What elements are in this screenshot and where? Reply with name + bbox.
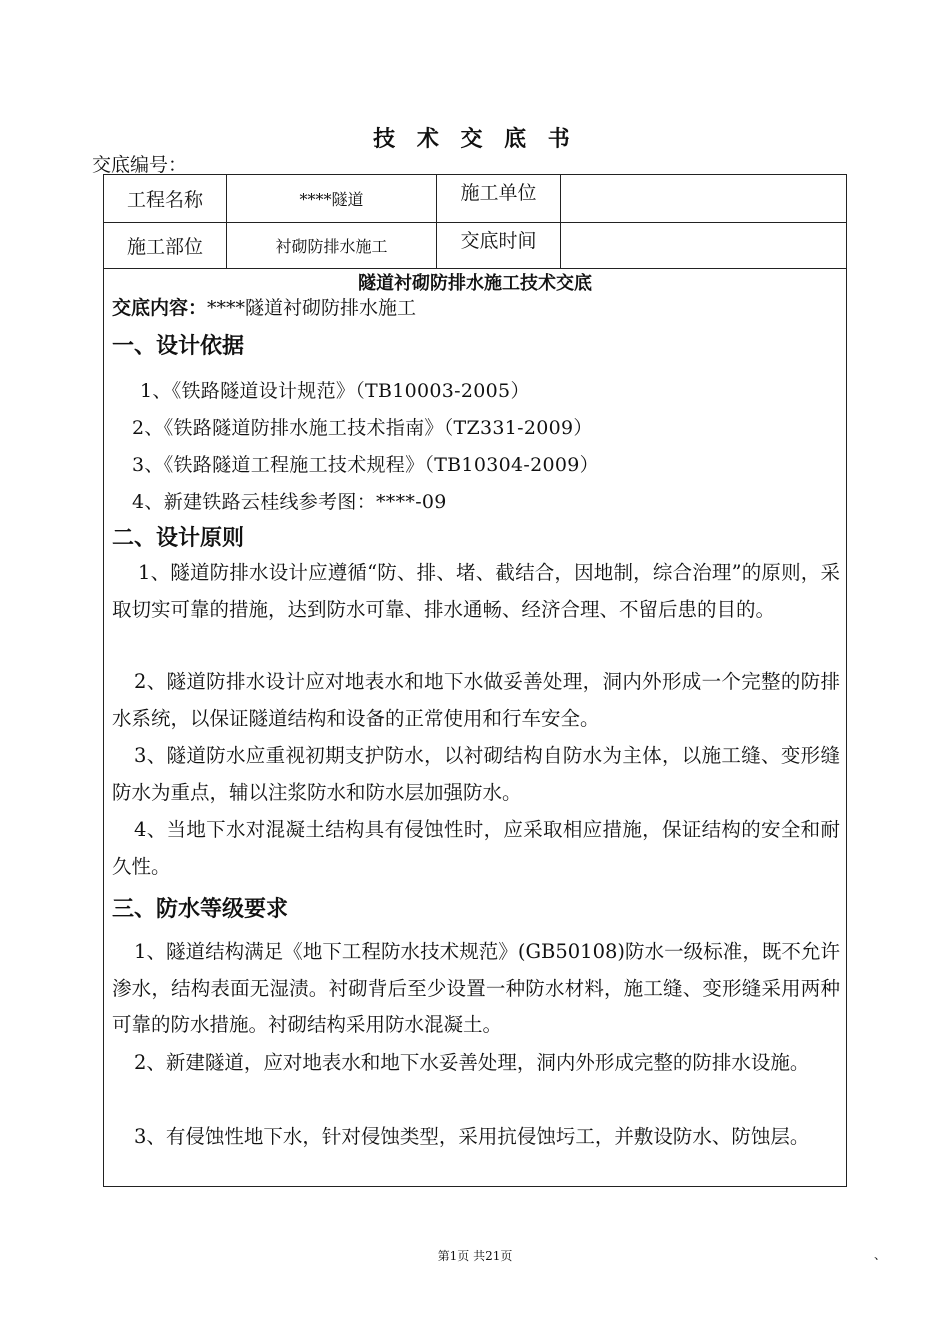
content-line bbox=[112, 293, 416, 320]
construction-unit-label: 施工单位 bbox=[460, 182, 537, 204]
grade-paragraph: 2、新建隧道，应对地表水和地下水妥善处理，洞内外形成完整的防排水设施。 bbox=[134, 1051, 810, 1074]
principle-heading: 二、设计原则 bbox=[112, 526, 245, 551]
content-label: 交底内容： bbox=[112, 297, 208, 319]
basis-heading: 一、设计依据 bbox=[112, 334, 245, 359]
grade-heading: 三、防水等级要求 bbox=[112, 897, 289, 922]
grade-paragraph: 1、隧道结构满足《地下工程防水技术规范》(GB50108)防水一级标准，既不允许渗水，结构表面无湿渍。衬砌背后至少设置一种防水材料，施工缝、变形缝采用两种可靠的防水措施。衬砌结构采用防水混凝土。 bbox=[112, 940, 840, 1036]
page-footer: 第1页 共21页 bbox=[437, 1249, 513, 1263]
construction-part-label: 施工部位 bbox=[126, 236, 203, 258]
principle-paragraph: 4、当地下水对混凝土结构具有侵蚀性时，应采取相应措施，保证结构的安全和耐久性。 bbox=[112, 818, 840, 878]
basis-item: 2、《铁路隧道防排水施工技术指南》（TZ331-2009） bbox=[132, 417, 593, 439]
corner-mark: 、 bbox=[874, 1248, 887, 1262]
section-title: 隧道衬砌防排水施工技术交底 bbox=[358, 273, 592, 294]
basis-item: 1、《铁路隧道设计规范》（TB10003-2005） bbox=[140, 380, 530, 402]
construction-part-value: 衬砌防排水施工 bbox=[275, 237, 388, 256]
project-name-value: ****隧道 bbox=[299, 190, 364, 209]
basis-item: 4、新建铁路云桂线参考图：****-09 bbox=[132, 491, 447, 513]
document-title: 技 术 交 底 书 bbox=[373, 127, 577, 152]
disclosure-time-value bbox=[561, 223, 846, 268]
doc-number-label: 交底编号： bbox=[92, 154, 188, 176]
principle-paragraph: 2、隧道防排水设计应对地表水和地下水做妥善处理，洞内外形成一个完整的防排水系统，以保证隧道结构和设备的正常使用和行车安全。 bbox=[112, 670, 840, 730]
disclosure-time-label: 交底时间 bbox=[460, 230, 537, 252]
project-name-label: 工程名称 bbox=[126, 189, 203, 211]
principle-paragraph: 3、隧道防水应重视初期支护防水，以衬砌结构自防水为主体，以施工缝、变形缝防水为重点，辅以注浆防水和防水层加强防水。 bbox=[112, 744, 840, 804]
content-value: ****隧道衬砌防排水施工 bbox=[207, 297, 417, 319]
basis-item: 3、《铁路隧道工程施工技术规程》（TB10304-2009） bbox=[132, 454, 599, 476]
grade-paragraph: 3、有侵蚀性地下水，针对侵蚀类型，采用抗侵蚀圬工，并敷设防水、防蚀层。 bbox=[134, 1125, 810, 1148]
construction-unit-value bbox=[561, 175, 846, 222]
principle-paragraph: 1、隧道防排水设计应遵循“防、排、堵、截结合，因地制，综合治理”的原则，采取切实可靠的措施，达到防水可靠、排水通畅、经济合理、不留后患的目的。 bbox=[112, 561, 840, 621]
